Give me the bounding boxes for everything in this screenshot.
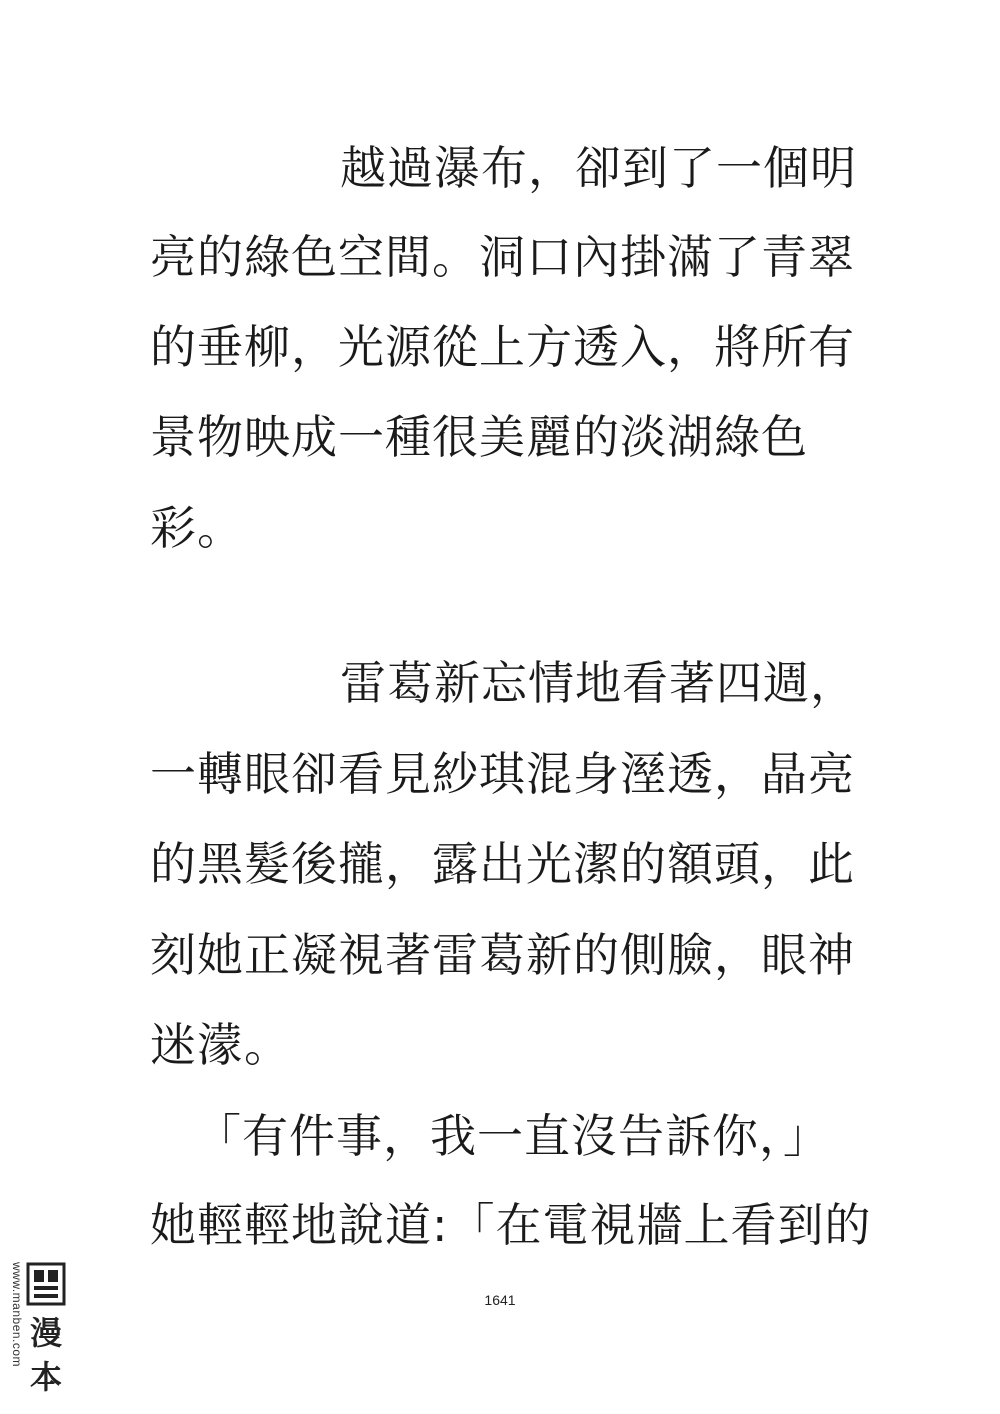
svg-text:本: 本: [29, 1358, 63, 1396]
text-line: 彩。: [150, 501, 244, 555]
text-line: 迷濛。: [150, 1018, 291, 1072]
page-number: 1641: [484, 1292, 516, 1308]
manben-logo-icon: [26, 1262, 66, 1408]
text-line: 「有件事，我一直沒告訴你，」: [195, 1109, 830, 1163]
text-line: 刻她正凝視著雷葛新的側臉，眼神: [150, 928, 855, 982]
text-line: 景物映成一種很美麗的淡湖綠色: [150, 410, 808, 464]
text-line: 雷葛新忘情地看著四週，: [340, 656, 857, 710]
text-line: 她輕輕地說道:「在電視牆上看到的: [150, 1198, 872, 1252]
text-line: 的垂柳，光源從上方透入，將所有: [150, 320, 855, 374]
svg-text:漫: 漫: [29, 1314, 63, 1352]
text-line: 越過瀑布，卻到了一個明: [340, 141, 857, 195]
text-line: 亮的綠色空間。洞口內掛滿了青翠: [150, 230, 855, 284]
text-line: 的黑髮後攏，露出光潔的額頭，此: [150, 837, 855, 891]
text-line: 一轉眼卻看見紗琪混身溼透，晶亮: [150, 747, 855, 801]
watermark-url: www.manben.com: [10, 1262, 24, 1368]
watermark: [6, 1262, 68, 1408]
